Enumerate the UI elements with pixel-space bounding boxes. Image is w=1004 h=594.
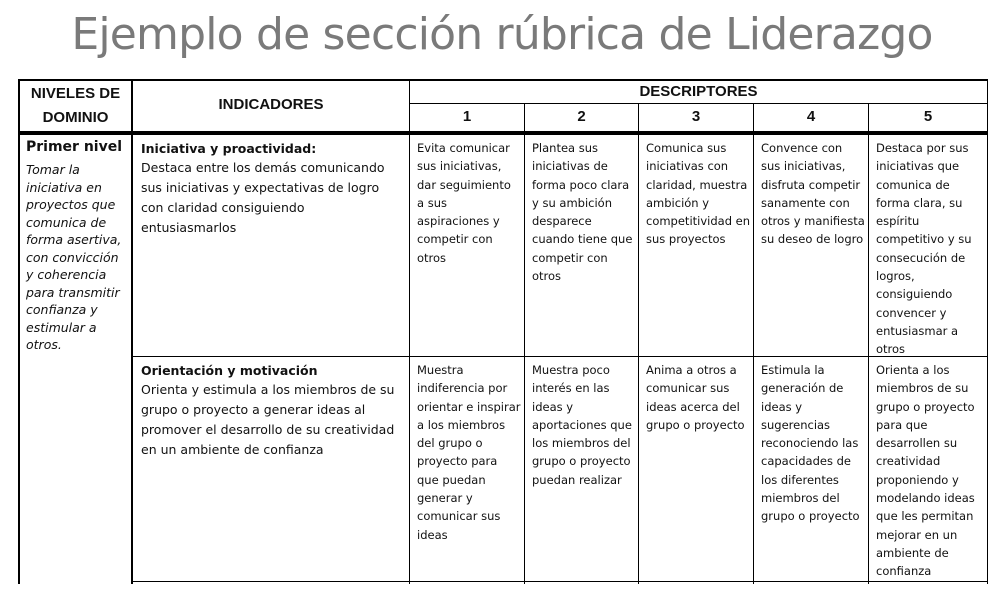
header-indicadores: INDICADORES [218, 96, 324, 113]
indicator-description: Orienta y estimula a los miembros de su grupo o proyecto a generar ideas al promover el desarrollo de su creatividad en un ambiente de confianza [141, 382, 395, 457]
header-number-4: 4 [806, 108, 816, 125]
level-cell [20, 135, 131, 584]
descriptor-1-3: Comunica sus iniciativas con claridad, muestra ambición y competitividad en sus proyectos [646, 141, 751, 247]
indicator-cell-1 [133, 135, 409, 356]
level-description: Tomar la iniciativa en proyectos que comunica de forma asertiva, con convicción y coherencia para transmitir confianza y estimular a otros. [26, 162, 122, 352]
indicator-title: Iniciativa y proactividad: [141, 141, 317, 156]
header-number-5: 5 [923, 108, 933, 125]
descriptor-1-2: Plantea sus iniciativas de forma poco clara y su ambición desparece cuando tiene que competir con otros [532, 141, 633, 284]
page-title: Ejemplo de sección rúbrica de Liderazgo [71, 9, 933, 60]
descriptor-2-5: Orienta a los miembros de su grupo o proyecto para que desarrollen su creatividad proponiendo y modelando ideas que les permitan mejorar en un ambiente de confianza [876, 363, 975, 579]
descriptor-2-4: Estimula la generación de ideas y sugerencias reconociendo las capacidades de los diferentes miembros del grupo o proyecto [761, 363, 860, 524]
header-number-1: 1 [462, 108, 472, 125]
table-bottom-border [131, 581, 988, 582]
descriptor-1-1: Evita comunicar sus iniciativas, dar seguimiento a sus aspiraciones y competir con otros [417, 141, 511, 265]
header-number-2: 2 [577, 108, 586, 125]
indicator-title: Orientación y motivación [141, 363, 318, 378]
level-title: Primer nivel [26, 139, 123, 155]
header-descriptores: DESCRIPTORES [639, 83, 758, 100]
indicator-cell-2 [133, 357, 409, 581]
right-border [987, 79, 988, 584]
header-number-3: 3 [691, 108, 701, 125]
descriptor-1-5: Destaca por sus iniciativas que comunica de forma clara, su espíritu competitivo y su consecución de logros, consiguiendo convencer y entusiasmar a otros [876, 141, 972, 356]
indicator-description: Destaca entre los demás comunicando sus iniciativas y expectativas de logro con claridad consiguiendo entusiasmarlos [141, 160, 385, 235]
descriptor-2-1: Muestra indiferencia por orientar e inspirar a los miembros del grupo o proyecto para que puedan generar y comunicar sus ideas [417, 363, 521, 542]
descriptor-2-3: Anima a otros a comunicar sus ideas acerca del grupo o proyecto [646, 363, 745, 432]
descriptor-2-2: Muestra poco interés en las ideas y aportaciones que los miembros del grupo o proyecto puedan realizar [532, 363, 632, 487]
header-niveles: NIVELES DE DOMINIO [30, 85, 121, 126]
descriptor-1-4: Convence con sus iniciativas, disfruta competir sanamente con otros y manifiesta su deseo de logro [761, 141, 865, 247]
